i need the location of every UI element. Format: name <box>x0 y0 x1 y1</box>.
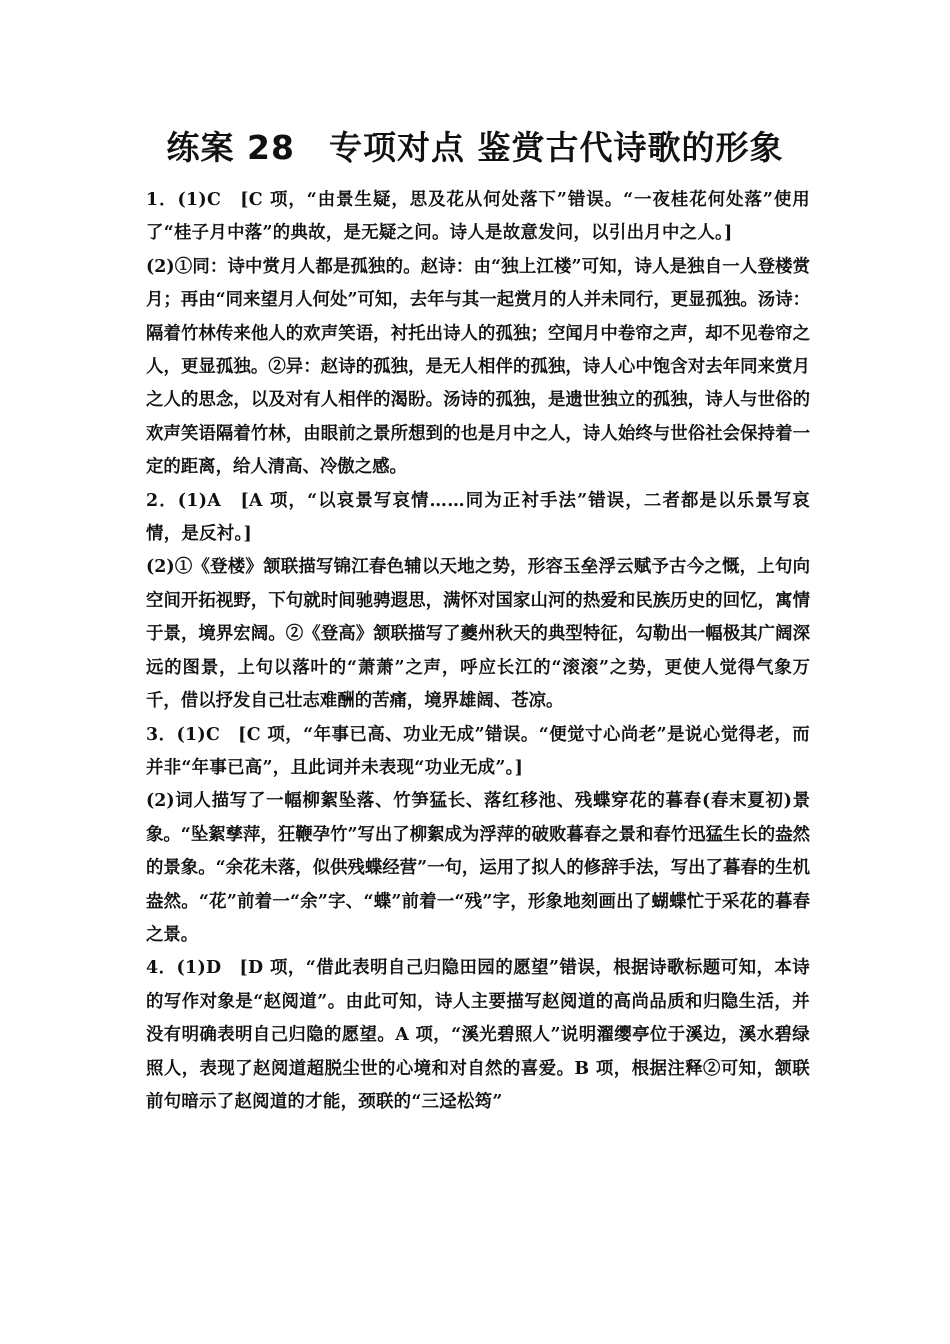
answer-q3-part1 <box>146 719 810 786</box>
answer-label: 2．(1)A <box>146 490 241 511</box>
answer-label: (2) <box>146 256 175 277</box>
answer-q1-part1 <box>146 184 810 251</box>
answer-q3-part2 <box>146 785 810 952</box>
answer-text: [C 项，“年事已高、功业无成”错误。“便觉寸心尚老”是说心觉得老，而并非“年事已高”，且此词并未表现“功业无成”。] <box>146 724 810 778</box>
answer-body <box>146 184 810 1119</box>
answer-text: 词人描写了一幅柳絮坠落、竹笋猛长、落红移池、残蝶穿花的暮春(春末夏初)景象。“坠絮孳萍，狂鞭孕竹”写出了柳絮成为浮萍的破败暮春之景和春竹迅猛生长的盎然的景象。“余花未落，似供残蝶经营”一句，运用了拟人的修辞手法，写出了暮春的生机盎然。“花”前着一“余”字、“蝶”前着一“残”字，形象地刻画出了蝴蝶忙于采花的暮春之景。 <box>146 791 810 945</box>
answer-label: 1．(1)C <box>146 190 241 210</box>
answer-q1-part2 <box>146 251 810 485</box>
answer-text: [D 项，“借此表明自己归隐田园的愿望”错误，根据诗歌标题可知，本诗的写作对象是“赵阅道”。由此可知，诗人主要描写赵阅道的高尚品质和归隐生活，并没有明确表明自己归隐的愿望。A 项，“溪光碧照人”说明濯缨亭位于溪边，溪水碧绿照人，表现了赵阅道超脱尘世的心境和对自然的喜爱。B 项，根据注释②可知，颔联前句暗示了赵阅道的才能，颈联的“三迳松筠” <box>146 958 811 1112</box>
answer-text: [A 项，“以哀景写哀情……同为正衬手法”错误，二者都是以乐景写哀情，是反衬。] <box>146 490 810 545</box>
answer-text: ①同：诗中赏月人都是孤独的。赵诗：由“独上江楼”可知，诗人是独自一人登楼赏月；再由“同来望月人何处”可知，去年与其一起赏月的人并未同行，更显孤独。汤诗：隔着竹林传来他人的欢声笑语，衬托出诗人的孤独；空闻月中卷帘之声，却不见卷帘之人，更显孤独。②异：赵诗的孤独，是无人相伴的孤独，诗人心中饱含对去年同来赏月之人的思念，以及对有人相伴的渴盼。汤诗的孤独，是遗世独立的孤独，诗人与世俗的欢声笑语隔着竹林，由眼前之景所想到的也是月中之人，诗人始终与世俗社会保持着一定的距离，给人清高、冷傲之感。 <box>146 256 810 478</box>
page-title: 练案 28 专项对点 鉴赏古代诗歌的形象 <box>166 128 784 167</box>
answer-label: 3．(1)C <box>146 724 239 745</box>
answer-q4-part1 <box>146 952 810 1119</box>
answer-label: (2) <box>146 557 175 578</box>
answer-text: ①《登楼》颔联描写锦江春色辅以天地之势，形容玉垒浮云赋予古今之慨，上句向空间开拓视野，下句就时间驰骋遐思，满怀对国家山河的热爱和民族历史的回忆，寓情于景，境界宏阔。②《登高》颔联描写了夔州秋天的典型特征，勾勒出一幅极其广阔深远的图景，上句以落叶的“萧萧”之声，呼应长江的“滚滚”之势，更使人觉得气象万千，借以抒发自己壮志难酬的苦痛，境界雄阔、苍凉。 <box>146 557 810 712</box>
answer-q2-part1 <box>146 485 810 552</box>
answer-text: [C 项，“由景生疑，思及花从何处落下”错误。“一夜桂花何处落”使用了“桂子月中落”的典故，是无疑之问。诗人是故意发问，以引出月中之人。] <box>146 190 810 244</box>
answer-q2-part2 <box>146 551 810 718</box>
answer-label: (2) <box>146 791 175 812</box>
answer-label: 4．(1)D <box>146 958 240 979</box>
